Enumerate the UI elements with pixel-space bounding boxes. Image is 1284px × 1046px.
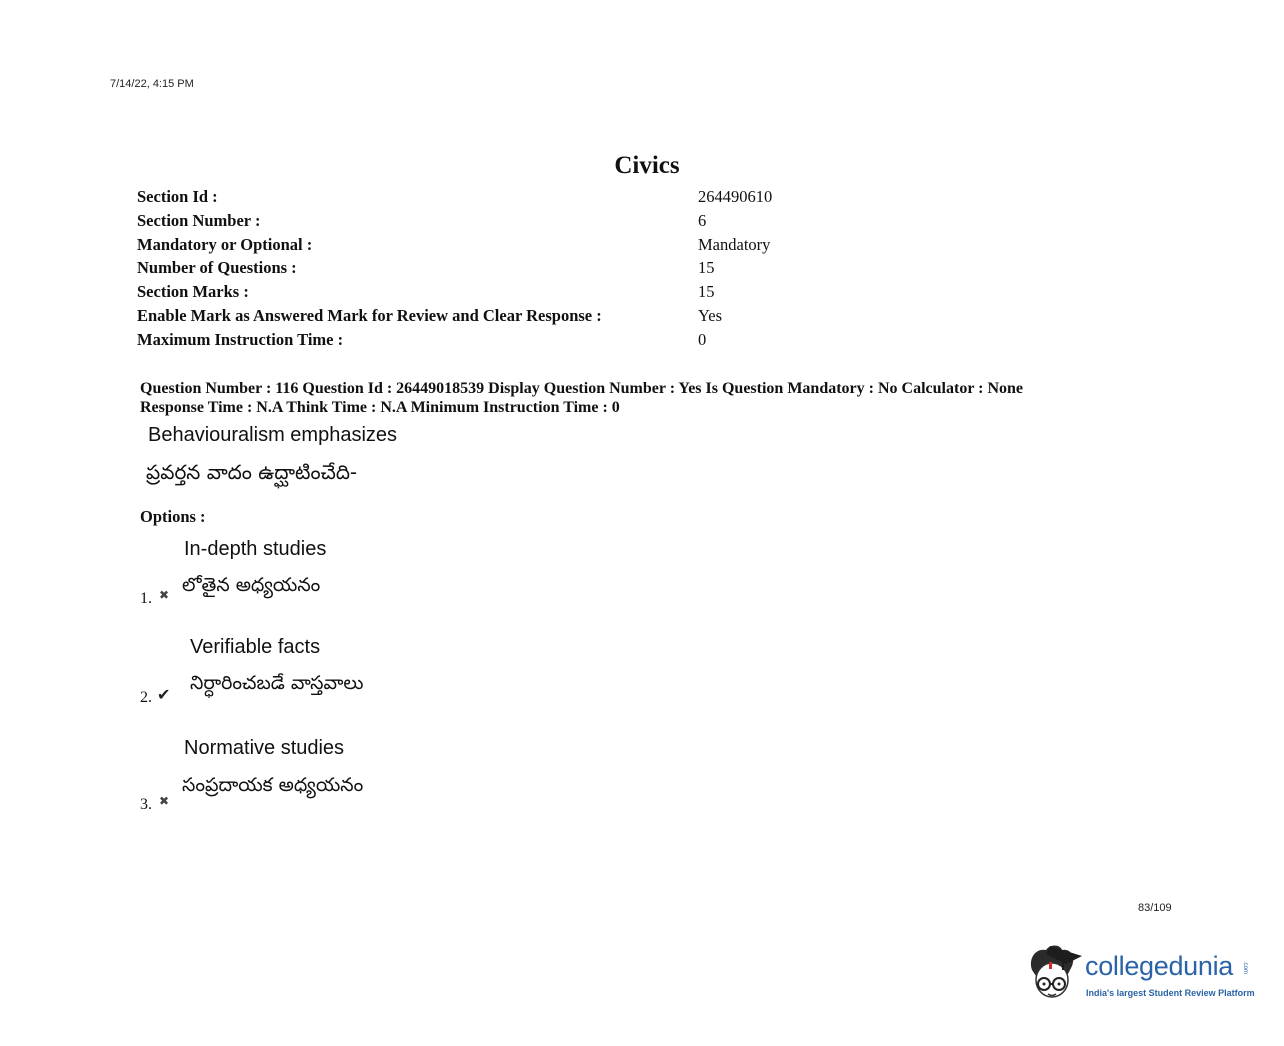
- option-3-text-telugu: సంప్రదాయక అధ్యయనం: [182, 774, 364, 796]
- section-marks-row: [137, 282, 837, 306]
- mandatory-label: Mandatory or Optional :: [137, 235, 313, 254]
- option-3-text-english: Normative studies: [184, 737, 345, 759]
- instruction-time-value: 0: [698, 330, 707, 349]
- instruction-time-label: Maximum Instruction Time :: [137, 330, 344, 349]
- option-1-number: 1.: [140, 590, 152, 607]
- option-2-text-english: Verifiable facts: [190, 636, 321, 658]
- question-meta-line-2: Response Time : N.A Think Time : N.A Minimum Instruction Time : 0: [140, 399, 620, 416]
- options-label: Options :: [140, 507, 206, 526]
- print-timestamp: 7/14/22, 4:15 PM: [110, 78, 194, 90]
- question-count-value: 15: [698, 258, 715, 277]
- question-text-telugu: ప్రవర్తన వాదం ఉద్ఘాటించేది-: [146, 460, 358, 484]
- incorrect-cross-icon: ✖: [159, 588, 170, 602]
- brand-tagline: India's largest Student Review Platform: [1086, 988, 1255, 998]
- option-3-number: 3.: [140, 796, 152, 813]
- brand-name: collegedunia: [1085, 951, 1234, 981]
- section-number-label: Section Number :: [137, 211, 261, 230]
- section-title: Civics: [614, 152, 680, 179]
- section-id-label: Section Id :: [137, 187, 218, 206]
- mark-review-row: [137, 306, 837, 330]
- mark-review-value: Yes: [698, 306, 723, 325]
- question-meta-line-1: Question Number : 116 Question Id : 26449018539 Display Question Number : Yes Is Question Mandatory : No Calculator : None: [140, 380, 1024, 397]
- question-text-english: Behaviouralism emphasizes: [148, 424, 398, 446]
- correct-check-icon: ✔: [157, 685, 171, 704]
- collegedunia-mascot-logo: [1024, 940, 1086, 1012]
- option-2-text-telugu: నిర్ధారించబడే వాస్తవాలు: [190, 672, 364, 694]
- option-2-number: 2.: [140, 689, 152, 706]
- section-number-row: [137, 211, 837, 235]
- section-number-value: 6: [698, 211, 707, 230]
- question-count-row: [137, 258, 837, 282]
- question-count-label: Number of Questions :: [137, 258, 297, 277]
- section-marks-value: 15: [698, 282, 715, 301]
- mandatory-row: [137, 235, 837, 259]
- section-id-row: [137, 187, 837, 211]
- section-marks-label: Section Marks :: [137, 282, 249, 301]
- instruction-time-row: [137, 330, 837, 354]
- incorrect-cross-icon: ✖: [159, 794, 170, 808]
- option-1-text-english: In-depth studies: [184, 538, 327, 560]
- option-1-text-telugu: లోతైన అధ్యయనం: [182, 574, 321, 596]
- section-id-value: 264490610: [698, 187, 773, 206]
- mark-review-label: Enable Mark as Answered Mark for Review and Clear Response :: [137, 306, 602, 325]
- mandatory-value: Mandatory: [698, 235, 771, 254]
- page-number: 83/109: [1138, 902, 1172, 914]
- brand-suffix: .com: [1242, 961, 1248, 975]
